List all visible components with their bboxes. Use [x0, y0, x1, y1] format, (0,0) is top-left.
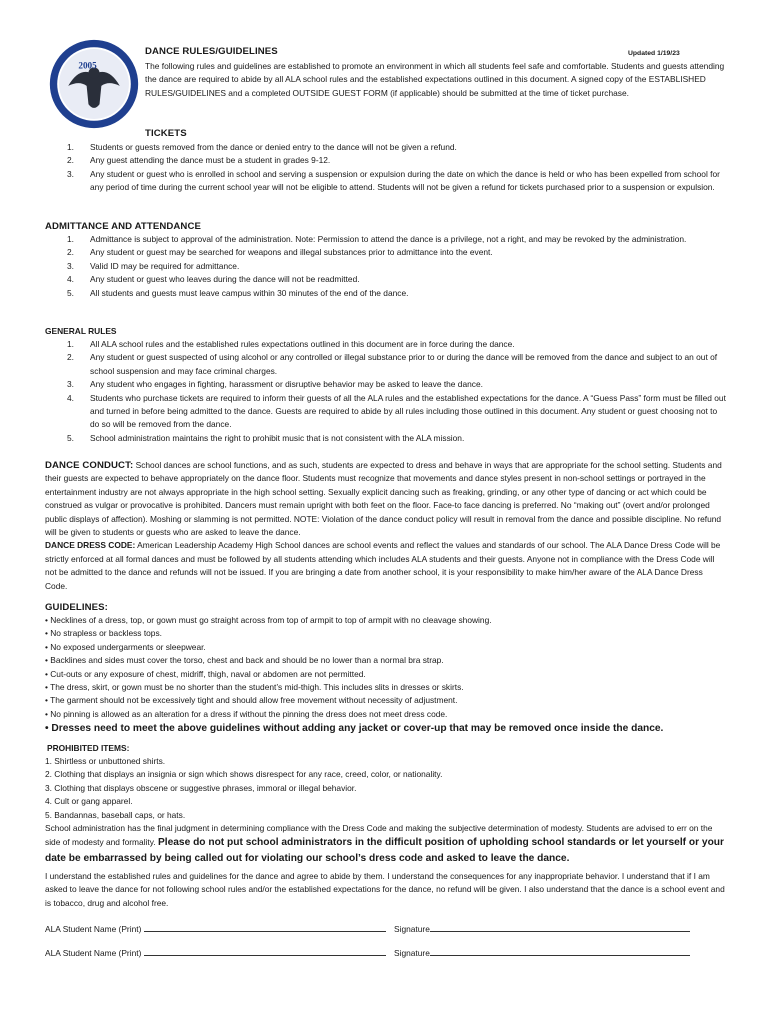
list-item: 1. Students or guests removed from the dance or denied entry to the dance will not be given a refund. — [67, 142, 457, 152]
list-item: 5. School administration maintains the right to prohibit music that is not consistent with the ALA mission. — [67, 432, 465, 443]
tickets-heading: TICKETS — [145, 128, 187, 139]
list-item: • The garment should not be excessively tight and should allow free movement without necessity of adjustment. — [45, 695, 458, 706]
list-item: • No pinning is allowed as an alteration for a dress if without the pinning the dress does not meet dress code. — [45, 708, 448, 719]
guidelines-emphasis: • Dresses need to meet the above guidelines without adding any jacket or cover-up that may be removed once inside the dance. — [45, 723, 664, 735]
closing-paragraph — [45, 822, 727, 867]
tickets-list — [45, 141, 727, 195]
list-item: 4. Students who purchase tickets are required to inform their guests of all the ALA rules and the established expectations for the dance. A “Guess Pass” form must be filled out and turned in before being admitted to the dance. Guests are required to abide by all rules including those outlined in this document. Any student or guest choosing not to do so will be removed from the dance. — [67, 392, 726, 430]
prohibited-heading: PROHIBITED ITEMS: — [47, 743, 130, 753]
general-rules-heading: GENERAL RULES — [45, 326, 117, 336]
list-item: • Backlines and sides must cover the torso, chest and back and should be no lower than a normal bra strap. — [45, 655, 444, 666]
signature-row-1 — [45, 922, 745, 936]
signature-field[interactable] — [430, 946, 690, 956]
guidelines-list — [45, 614, 727, 737]
document-title: DANCE RULES/GUIDELINES — [145, 46, 278, 57]
list-item: 2. Any student or guest suspected of using alcohol or any controlled or illegal substance prior to or during the dance will be removed from the dance and subject to an out of school suspension and may face criminal charges. — [67, 352, 718, 376]
signature-label: Signature — [394, 948, 430, 958]
list-item: 1. Shirtless or unbuttoned shirts. — [45, 756, 166, 766]
student-name-field[interactable] — [144, 946, 386, 956]
admittance-heading: ADMITTANCE AND ATTENDANCE — [45, 221, 201, 232]
list-item: 2. Clothing that displays an insignia or sign which shows disrespect for any race, creed, color, or nationality. — [45, 769, 443, 780]
dance-conduct-label: DANCE CONDUCT: — [45, 460, 134, 471]
signature-label: Signature — [394, 924, 430, 934]
dance-conduct-paragraph — [45, 459, 727, 593]
guidelines-heading: GUIDELINES: — [45, 602, 108, 613]
admittance-list — [45, 233, 727, 300]
academy-seal-logo — [48, 38, 140, 130]
agreement-paragraph: I understand the established rules and guidelines for the dance and agree to abide by them. I understand the consequences for any inappropriate behavior. I understand that if I am asked to leave the dance for not following school rules and/or the established expectations for the dance, no refund will be given. I also understand that the dance is a school event and is tobacco, drug and alcohol free. — [45, 871, 725, 908]
list-item: 3. Any student who engages in fighting, harassment or disruptive behavior may be asked to leave the dance. — [67, 379, 483, 390]
list-item: 5. All students and guests must leave campus within 30 minutes of the end of the dance. — [67, 287, 409, 298]
closing-text: School administration has the final judgment in determining compliance with the Dress Code and making the subjective determination of modesty. Students are advised to err on the side of modesty and formality. — [45, 823, 713, 848]
student-name-label: ALA Student Name (Print) — [45, 948, 142, 958]
list-item: 5. Bandannas, baseball caps, or hats. — [45, 809, 186, 820]
list-item: 2. Any student or guest may be searched for weapons and illegal substances prior to admittance into the event. — [67, 247, 493, 258]
list-item: 4. Any student or guest who leaves during the dance will not be readmitted. — [67, 274, 360, 285]
general-rules-list — [45, 338, 727, 445]
list-item: 2. Any guest attending the dance must be a student in grades 9-12. — [67, 155, 331, 166]
closing-emphasis: Please do not put school administrators in the difficult position of upholding school standards or let yourself or your date be embarrassed by being called out for violating our school’s dress code and asked to leave the dance. — [45, 837, 724, 865]
dance-conduct-text: School dances are school functions, and as such, students are expected to dress and behave in ways that are appropriate for the school setting. Students and their guests are expected to behave appropriately on the dance floor. Students must recognize that movements and dance styles present in non-school settings or portrayed in the entertainment industry are not always appropriate in the high school setting. Sexually explicit dancing such as freaking, grinding, or any other type of dancing or act which could be construed as vulgar or provocative is prohibited. Dancers must remain upright with both feet on the floor. Face-to face dancing is preferred. No “making out” (overt and/or prolonged public displays of affection). Moshing or slamming is not permitted. NOTE: Violation of the dance conduct policy will result in removal from the dance and possible discipline. No refund will be given to students or guests who are asked to leave the dance. — [45, 460, 722, 538]
list-item: 3. Clothing that displays obscene or suggestive phrases, immoral or illegal behavior. — [45, 782, 357, 793]
list-item: • No exposed undergarments or sleepwear. — [45, 641, 206, 652]
list-item: • Cut-outs or any exposure of chest, midriff, thigh, naval or abdomen are not permitted. — [45, 668, 366, 679]
updated-date: Updated 1/19/23 — [628, 50, 680, 57]
list-item: • Necklines of a dress, top, or gown must go straight across from top of armpit to top of armpit with no cleavage showing. — [45, 615, 492, 625]
student-name-field[interactable] — [144, 922, 386, 932]
list-item: • The dress, skirt, or gown must be no shorter than the student’s mid-thigh. This includes slits in dresses or skirts. — [45, 682, 464, 693]
prohibited-list — [45, 755, 727, 867]
list-item: 3. Valid ID may be required for admittance. — [67, 260, 240, 271]
signature-row-2 — [45, 946, 745, 960]
list-item: 4. Cult or gang apparel. — [45, 796, 133, 807]
intro-paragraph: The following rules and guidelines are established to promote an environment in which all students feel safe and comfortable. Students and guests attending the dance are required to abide by all ALA school rules and the established expectations outlined in this document. A signed copy of the ESTABLISHED RULES/GUIDELINES and a completed OUTSIDE GUEST FORM (if applicable) should be submitted at the time of ticket purchase. — [145, 61, 725, 98]
student-name-label: ALA Student Name (Print) — [45, 924, 142, 934]
signature-field[interactable] — [430, 922, 690, 932]
list-item: 3. Any student or guest who is enrolled in school and serving a suspension or expulsion during the date on which the dance is held or who has been expelled from school for any period of time during the current school year will not be eligible to attend. Students will not be given a refund for tickets purchased prior to a suspension or expulsion. — [67, 168, 720, 193]
list-item: • No strapless or backless tops. — [45, 628, 162, 639]
dress-code-text: American Leadership Academy High School dances are school events and reflect the values and standards of our school. The ALA Dance Dress Code will be strictly enforced at all formal dances and must be followed by all students attending which includes ALA students and their guests. Anyone not in compliance with the Dress Code will not be admitted to the dance and refunds will not be issued. If you are bringing a date from another school, it is your responsibility to make him/her aware of the ALA Dance Dress Code. — [45, 540, 721, 591]
dress-code-label: DANCE DRESS CODE: — [45, 540, 136, 551]
list-item: 1. Admittance is subject to approval of the administration. Note: Permission to attend the dance is a privilege, not a right, and may be revoked by the administration. — [67, 234, 687, 244]
seal-year: 2005 — [78, 60, 97, 71]
list-item: 1. All ALA school rules and the established rules expectations outlined in this document are in force during the dance. — [67, 339, 515, 349]
